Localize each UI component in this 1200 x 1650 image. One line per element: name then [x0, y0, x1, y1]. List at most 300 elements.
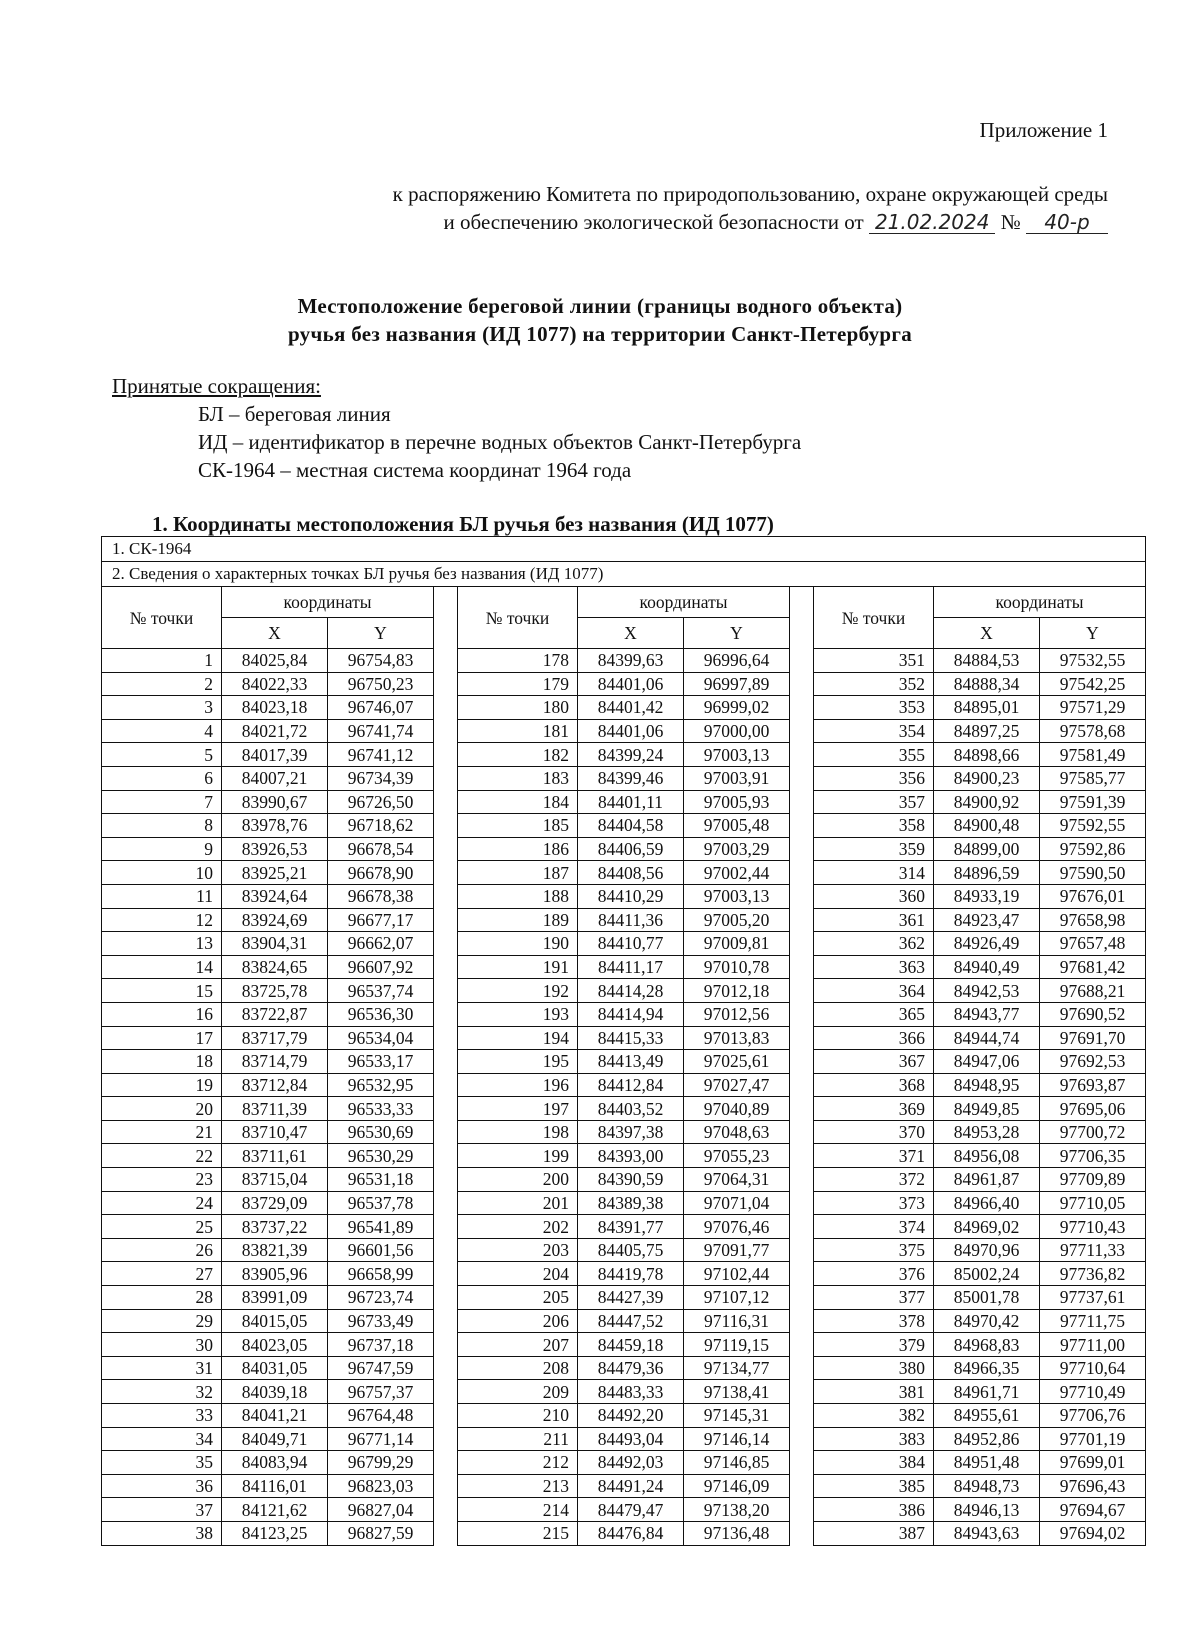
x-coordinate-cell: 84476,84 [578, 1521, 684, 1545]
y-coordinate-cell: 96678,90 [328, 861, 434, 885]
x-coordinate-cell: 84017,39 [222, 743, 328, 767]
x-coordinate-cell: 84397,38 [578, 1120, 684, 1144]
point-number-cell: 24 [102, 1191, 222, 1215]
table-row [102, 1168, 1146, 1192]
point-number-cell: 2 [102, 672, 222, 696]
y-coordinate-cell: 97711,33 [1040, 1238, 1146, 1262]
x-coordinate-cell: 84933,19 [934, 884, 1040, 908]
x-coordinate-cell: 83821,39 [222, 1238, 328, 1262]
column-gap [790, 790, 814, 814]
x-coordinate-cell: 84900,23 [934, 766, 1040, 790]
table-row [102, 1427, 1146, 1451]
y-coordinate-cell: 97071,04 [684, 1191, 790, 1215]
point-number-cell: 367 [814, 1050, 934, 1074]
y-coordinate-cell: 97701,19 [1040, 1427, 1146, 1451]
point-number-cell: 199 [458, 1144, 578, 1168]
points-info-row [102, 562, 1146, 587]
column-gap [790, 649, 814, 673]
point-number-cell: 27 [102, 1262, 222, 1286]
y-coordinate-cell: 97676,01 [1040, 884, 1146, 908]
point-number-cell: 12 [102, 908, 222, 932]
point-number-cell: 386 [814, 1498, 934, 1522]
y-coordinate-cell: 97710,05 [1040, 1191, 1146, 1215]
column-gap [790, 908, 814, 932]
column-gap [790, 1356, 814, 1380]
y-coordinate-cell: 96997,89 [684, 672, 790, 696]
x-coordinate-cell: 84015,05 [222, 1309, 328, 1333]
x-coordinate-cell: 84943,77 [934, 1002, 1040, 1026]
column-gap [790, 932, 814, 956]
point-number-cell: 37 [102, 1498, 222, 1522]
y-coordinate-cell: 97710,43 [1040, 1215, 1146, 1239]
point-number-cell: 1 [102, 649, 222, 673]
column-gap [790, 884, 814, 908]
coordinates-header: координаты [222, 587, 434, 618]
point-number-cell: 351 [814, 649, 934, 673]
column-gap [434, 1026, 458, 1050]
x-coordinate-cell: 84966,35 [934, 1356, 1040, 1380]
point-number-cell: 362 [814, 932, 934, 956]
point-number-cell: 208 [458, 1356, 578, 1380]
y-coordinate-cell: 97694,67 [1040, 1498, 1146, 1522]
x-coordinate-cell: 84116,01 [222, 1474, 328, 1498]
order-number-sign: № [1000, 210, 1021, 234]
column-gap [434, 979, 458, 1003]
header-row [102, 618, 1146, 649]
y-coordinate-cell: 97091,77 [684, 1238, 790, 1262]
y-coordinate-cell: 97706,35 [1040, 1144, 1146, 1168]
x-coordinate-cell: 84403,52 [578, 1097, 684, 1121]
point-number-cell: 379 [814, 1333, 934, 1357]
column-gap [434, 908, 458, 932]
point-number-cell: 31 [102, 1356, 222, 1380]
y-coordinate-cell: 97590,50 [1040, 861, 1146, 885]
point-number-cell: 197 [458, 1097, 578, 1121]
point-number-cell: 364 [814, 979, 934, 1003]
column-gap [790, 1026, 814, 1050]
y-coordinate-cell: 97076,46 [684, 1215, 790, 1239]
y-coordinate-cell: 96996,64 [684, 649, 790, 673]
table-row [102, 955, 1146, 979]
column-gap [790, 1168, 814, 1192]
column-gap [790, 1404, 814, 1428]
y-coordinate-cell: 97657,48 [1040, 932, 1146, 956]
column-gap [434, 743, 458, 767]
y-coordinate-cell: 96718,62 [328, 814, 434, 838]
column-gap [434, 837, 458, 861]
order-reference-prefix: и обеспечению экологической безопасности от [443, 210, 864, 234]
point-number-cell: 20 [102, 1097, 222, 1121]
x-coordinate-cell: 84411,17 [578, 955, 684, 979]
y-coordinate-cell: 96799,29 [328, 1451, 434, 1475]
y-coordinate-cell: 96541,89 [328, 1215, 434, 1239]
x-coordinate-cell: 84947,06 [934, 1050, 1040, 1074]
point-number-cell: 357 [814, 790, 934, 814]
point-number-cell: 9 [102, 837, 222, 861]
column-gap [434, 1498, 458, 1522]
point-number-cell: 211 [458, 1427, 578, 1451]
point-number-cell: 32 [102, 1380, 222, 1404]
point-number-cell: 16 [102, 1002, 222, 1026]
point-number-cell: 200 [458, 1168, 578, 1192]
point-number-cell: 183 [458, 766, 578, 790]
y-coordinate-cell: 97691,70 [1040, 1026, 1146, 1050]
y-coordinate-cell: 97146,85 [684, 1451, 790, 1475]
x-coordinate-cell: 85002,24 [934, 1262, 1040, 1286]
y-coordinate-cell: 97119,15 [684, 1333, 790, 1357]
x-coordinate-cell: 84943,63 [934, 1521, 1040, 1545]
point-number-cell: 193 [458, 1002, 578, 1026]
table-row [102, 1262, 1146, 1286]
x-coordinate-cell: 83711,39 [222, 1097, 328, 1121]
point-number-cell: 209 [458, 1380, 578, 1404]
y-coordinate-cell: 96726,50 [328, 790, 434, 814]
column-gap [434, 1238, 458, 1262]
x-coordinate-cell: 84961,87 [934, 1168, 1040, 1192]
column-gap [790, 696, 814, 720]
y-coordinate-cell: 96757,37 [328, 1380, 434, 1404]
x-header: X [578, 618, 684, 649]
table-row [102, 1002, 1146, 1026]
table-row [102, 696, 1146, 720]
column-gap [790, 814, 814, 838]
table-row [102, 1238, 1146, 1262]
column-gap [790, 1309, 814, 1333]
point-number-cell: 36 [102, 1474, 222, 1498]
y-coordinate-cell: 96607,92 [328, 955, 434, 979]
y-coordinate-cell: 97003,91 [684, 766, 790, 790]
x-coordinate-cell: 84390,59 [578, 1168, 684, 1192]
y-coordinate-cell: 97591,39 [1040, 790, 1146, 814]
column-gap [790, 861, 814, 885]
point-number-cell: 213 [458, 1474, 578, 1498]
y-coordinate-cell: 96734,39 [328, 766, 434, 790]
x-coordinate-cell: 84952,86 [934, 1427, 1040, 1451]
y-coordinate-cell: 96534,04 [328, 1026, 434, 1050]
x-coordinate-cell: 84948,95 [934, 1073, 1040, 1097]
x-coordinate-cell: 84970,96 [934, 1238, 1040, 1262]
column-gap [790, 743, 814, 767]
point-number-cell: 29 [102, 1309, 222, 1333]
point-number-cell: 314 [814, 861, 934, 885]
column-gap [790, 672, 814, 696]
y-coordinate-cell: 96530,29 [328, 1144, 434, 1168]
x-coordinate-cell: 83926,53 [222, 837, 328, 861]
y-coordinate-cell: 97692,53 [1040, 1050, 1146, 1074]
x-coordinate-cell: 83905,96 [222, 1262, 328, 1286]
point-number-cell: 15 [102, 979, 222, 1003]
point-number-cell: 215 [458, 1521, 578, 1545]
x-coordinate-cell: 83725,78 [222, 979, 328, 1003]
y-coordinate-cell: 97003,13 [684, 743, 790, 767]
point-number-cell: 366 [814, 1026, 934, 1050]
y-coordinate-cell: 96601,56 [328, 1238, 434, 1262]
y-coordinate-cell: 97706,76 [1040, 1404, 1146, 1428]
column-gap [790, 979, 814, 1003]
y-coordinate-cell: 96827,04 [328, 1498, 434, 1522]
point-number-header: № точки [814, 587, 934, 649]
y-coordinate-cell: 97107,12 [684, 1286, 790, 1310]
y-coordinate-cell: 97737,61 [1040, 1286, 1146, 1310]
x-coordinate-cell: 84039,18 [222, 1380, 328, 1404]
x-coordinate-cell: 84953,28 [934, 1120, 1040, 1144]
y-coordinate-cell: 97138,41 [684, 1380, 790, 1404]
column-gap [790, 766, 814, 790]
y-coordinate-cell: 97736,82 [1040, 1262, 1146, 1286]
header-row [102, 587, 1146, 618]
point-number-cell: 28 [102, 1286, 222, 1310]
x-coordinate-cell: 84399,63 [578, 649, 684, 673]
y-coordinate-cell: 96678,38 [328, 884, 434, 908]
x-coordinate-cell: 83717,79 [222, 1026, 328, 1050]
point-number-cell: 368 [814, 1073, 934, 1097]
x-coordinate-cell: 84410,77 [578, 932, 684, 956]
column-gap [434, 1474, 458, 1498]
x-coordinate-cell: 84899,00 [934, 837, 1040, 861]
x-coordinate-cell: 84406,59 [578, 837, 684, 861]
point-number-cell: 382 [814, 1404, 934, 1428]
column-gap [790, 1120, 814, 1144]
column-gap [434, 719, 458, 743]
column-gap [790, 1333, 814, 1357]
abbreviations-heading: Принятые сокращения: [112, 374, 321, 398]
point-number-cell: 187 [458, 861, 578, 885]
y-coordinate-cell: 96747,59 [328, 1356, 434, 1380]
point-number-cell: 18 [102, 1050, 222, 1074]
y-coordinate-cell: 97146,14 [684, 1427, 790, 1451]
x-coordinate-cell: 83737,22 [222, 1215, 328, 1239]
x-coordinate-cell: 84942,53 [934, 979, 1040, 1003]
y-coordinate-cell: 97711,75 [1040, 1309, 1146, 1333]
y-coordinate-cell: 96677,17 [328, 908, 434, 932]
y-coordinate-cell: 96533,17 [328, 1050, 434, 1074]
y-coordinate-cell: 97010,78 [684, 955, 790, 979]
column-gap [434, 861, 458, 885]
point-number-cell: 385 [814, 1474, 934, 1498]
abbreviation-item: ИД – идентификатор в перечне водных объектов Санкт-Петербурга [198, 430, 802, 454]
x-coordinate-cell: 83924,64 [222, 884, 328, 908]
y-coordinate-cell: 96658,99 [328, 1262, 434, 1286]
table-row [102, 1050, 1146, 1074]
column-gap [434, 1002, 458, 1026]
x-coordinate-cell: 83711,61 [222, 1144, 328, 1168]
x-coordinate-cell: 84923,47 [934, 908, 1040, 932]
x-coordinate-cell: 84389,38 [578, 1191, 684, 1215]
x-coordinate-cell: 84483,33 [578, 1380, 684, 1404]
x-coordinate-cell: 83729,09 [222, 1191, 328, 1215]
point-number-cell: 22 [102, 1144, 222, 1168]
table-row [102, 814, 1146, 838]
column-gap [790, 719, 814, 743]
column-gap [790, 1097, 814, 1121]
y-coordinate-cell: 96764,48 [328, 1404, 434, 1428]
y-coordinate-cell: 97003,13 [684, 884, 790, 908]
column-gap [790, 1191, 814, 1215]
points-info-cell: 2. Сведения о характерных точках БЛ ручья без названия (ИД 1077) [102, 562, 1146, 587]
x-coordinate-cell: 84419,78 [578, 1262, 684, 1286]
table-row [102, 743, 1146, 767]
column-gap [790, 1286, 814, 1310]
x-coordinate-cell: 84401,11 [578, 790, 684, 814]
point-number-cell: 374 [814, 1215, 934, 1239]
point-number-cell: 370 [814, 1120, 934, 1144]
x-coordinate-cell: 84961,71 [934, 1380, 1040, 1404]
table-row [102, 649, 1146, 673]
x-coordinate-cell: 84414,94 [578, 1002, 684, 1026]
point-number-cell: 202 [458, 1215, 578, 1239]
column-gap [434, 1286, 458, 1310]
point-number-cell: 363 [814, 955, 934, 979]
point-number-cell: 359 [814, 837, 934, 861]
point-number-cell: 35 [102, 1451, 222, 1475]
column-gap [790, 1073, 814, 1097]
y-coordinate-cell: 97690,52 [1040, 1002, 1146, 1026]
x-coordinate-cell: 84399,24 [578, 743, 684, 767]
coordinate-system-row [102, 537, 1146, 562]
table-row [102, 1356, 1146, 1380]
y-coordinate-cell: 96823,03 [328, 1474, 434, 1498]
point-number-cell: 365 [814, 1002, 934, 1026]
column-gap [790, 1474, 814, 1498]
column-gap [790, 1380, 814, 1404]
table-row [102, 1404, 1146, 1428]
column-gap [434, 1120, 458, 1144]
x-coordinate-cell: 83991,09 [222, 1286, 328, 1310]
point-number-cell: 384 [814, 1451, 934, 1475]
x-coordinate-cell: 83722,87 [222, 1002, 328, 1026]
y-coordinate-cell: 96662,07 [328, 932, 434, 956]
point-number-cell: 360 [814, 884, 934, 908]
x-coordinate-cell: 84949,85 [934, 1097, 1040, 1121]
column-gap [434, 1191, 458, 1215]
y-coordinate-cell: 96536,30 [328, 1002, 434, 1026]
x-coordinate-cell: 84896,59 [934, 861, 1040, 885]
point-number-cell: 181 [458, 719, 578, 743]
x-coordinate-cell: 83715,04 [222, 1168, 328, 1192]
y-coordinate-cell: 97694,02 [1040, 1521, 1146, 1545]
y-coordinate-cell: 96746,07 [328, 696, 434, 720]
y-coordinate-cell: 97064,31 [684, 1168, 790, 1192]
point-number-cell: 191 [458, 955, 578, 979]
x-coordinate-cell: 84007,21 [222, 766, 328, 790]
table-row [102, 1451, 1146, 1475]
point-number-cell: 30 [102, 1333, 222, 1357]
x-coordinate-cell: 84492,03 [578, 1451, 684, 1475]
column-gap [790, 1427, 814, 1451]
x-coordinate-cell: 84427,39 [578, 1286, 684, 1310]
point-number-cell: 212 [458, 1451, 578, 1475]
x-coordinate-cell: 84900,92 [934, 790, 1040, 814]
point-number-cell: 375 [814, 1238, 934, 1262]
point-number-cell: 5 [102, 743, 222, 767]
table-row [102, 1215, 1146, 1239]
point-number-cell: 186 [458, 837, 578, 861]
x-coordinate-cell: 84946,13 [934, 1498, 1040, 1522]
point-number-cell: 195 [458, 1050, 578, 1074]
y-coordinate-cell: 96827,59 [328, 1521, 434, 1545]
point-number-header: № точки [458, 587, 578, 649]
column-gap [434, 696, 458, 720]
y-header: Y [684, 618, 790, 649]
y-coordinate-cell: 97693,87 [1040, 1073, 1146, 1097]
x-coordinate-cell: 84479,36 [578, 1356, 684, 1380]
point-number-cell: 371 [814, 1144, 934, 1168]
y-coordinate-cell: 97592,86 [1040, 837, 1146, 861]
column-gap [434, 649, 458, 673]
y-coordinate-cell: 96750,23 [328, 672, 434, 696]
x-coordinate-cell: 83712,84 [222, 1073, 328, 1097]
table-row [102, 861, 1146, 885]
x-coordinate-cell: 84401,06 [578, 719, 684, 743]
point-number-cell: 198 [458, 1120, 578, 1144]
y-coordinate-cell: 97710,64 [1040, 1356, 1146, 1380]
x-coordinate-cell: 84031,05 [222, 1356, 328, 1380]
column-gap [434, 587, 458, 649]
x-coordinate-cell: 83714,79 [222, 1050, 328, 1074]
point-number-cell: 210 [458, 1404, 578, 1428]
table-row [102, 672, 1146, 696]
column-gap [434, 1427, 458, 1451]
point-number-cell: 21 [102, 1120, 222, 1144]
point-number-cell: 14 [102, 955, 222, 979]
y-coordinate-cell: 97532,55 [1040, 649, 1146, 673]
y-coordinate-cell: 96537,74 [328, 979, 434, 1003]
point-number-cell: 204 [458, 1262, 578, 1286]
x-coordinate-cell: 84491,24 [578, 1474, 684, 1498]
y-coordinate-cell: 97145,31 [684, 1404, 790, 1428]
x-coordinate-cell: 84401,06 [578, 672, 684, 696]
column-gap [790, 1144, 814, 1168]
y-coordinate-cell: 96741,74 [328, 719, 434, 743]
y-coordinate-cell: 97055,23 [684, 1144, 790, 1168]
column-gap [790, 1002, 814, 1026]
y-coordinate-cell: 97027,47 [684, 1073, 790, 1097]
y-coordinate-cell: 97581,49 [1040, 743, 1146, 767]
y-coordinate-cell: 97658,98 [1040, 908, 1146, 932]
x-coordinate-cell: 84410,29 [578, 884, 684, 908]
x-coordinate-cell: 84895,01 [934, 696, 1040, 720]
point-number-cell: 356 [814, 766, 934, 790]
abbreviation-item: БЛ – береговая линия [198, 402, 391, 426]
order-reference-line2 [444, 210, 1108, 235]
y-coordinate-cell: 97116,31 [684, 1309, 790, 1333]
y-coordinate-cell: 97005,20 [684, 908, 790, 932]
point-number-cell: 383 [814, 1427, 934, 1451]
x-coordinate-cell: 84955,61 [934, 1404, 1040, 1428]
x-coordinate-cell: 84405,75 [578, 1238, 684, 1262]
y-coordinate-cell: 97699,01 [1040, 1451, 1146, 1475]
x-coordinate-cell: 84023,18 [222, 696, 328, 720]
x-coordinate-cell: 84022,33 [222, 672, 328, 696]
column-gap [434, 1097, 458, 1121]
point-number-header: № точки [102, 587, 222, 649]
column-gap [434, 1521, 458, 1545]
handwritten-order-date: 21.02.2024 [869, 211, 996, 234]
point-number-cell: 380 [814, 1356, 934, 1380]
x-coordinate-cell: 84951,48 [934, 1451, 1040, 1475]
x-coordinate-cell: 84926,49 [934, 932, 1040, 956]
point-number-cell: 26 [102, 1238, 222, 1262]
point-number-cell: 381 [814, 1380, 934, 1404]
y-coordinate-cell: 97040,89 [684, 1097, 790, 1121]
table-row [102, 766, 1146, 790]
column-gap [790, 587, 814, 649]
point-number-cell: 203 [458, 1238, 578, 1262]
x-coordinate-cell: 83925,21 [222, 861, 328, 885]
y-coordinate-cell: 97700,72 [1040, 1120, 1146, 1144]
column-gap [434, 766, 458, 790]
document-title-line1: Местоположение береговой линии (границы водного объекта) [297, 294, 903, 318]
